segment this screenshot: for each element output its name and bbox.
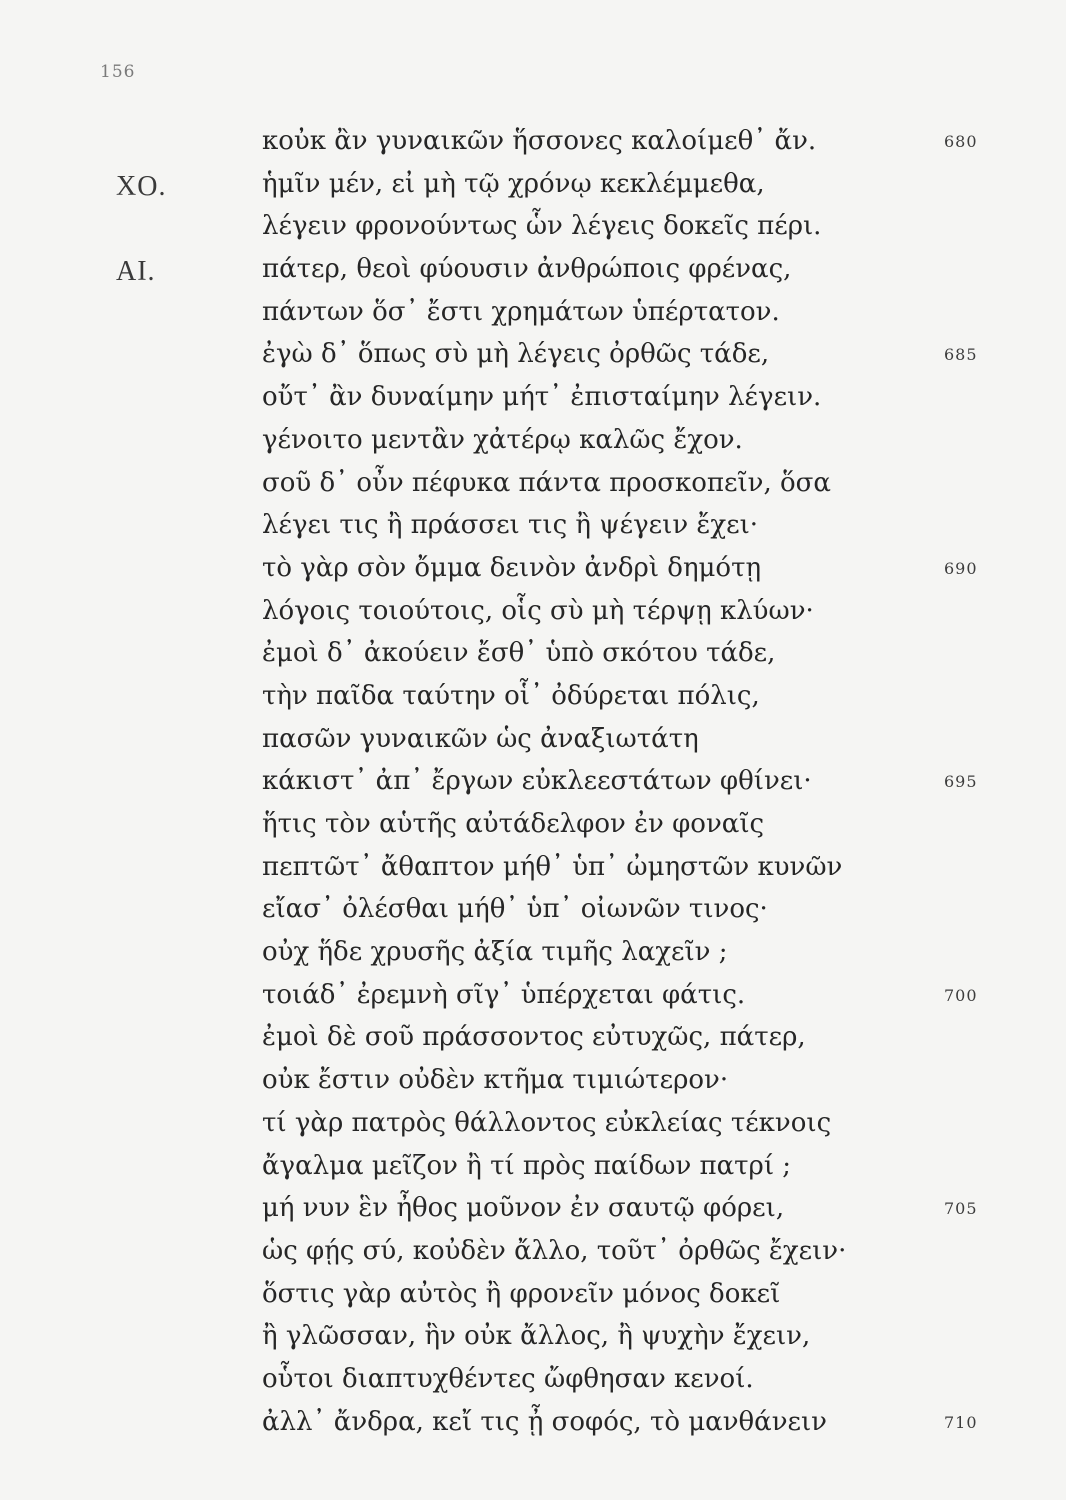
- verse-line: [0, 468, 1066, 511]
- verse-text: ἄγαλμα μεῖζον ἢ τί πρὸς παίδων πατρί ;: [262, 1150, 792, 1181]
- verse-line: [0, 553, 1066, 596]
- line-number: 700: [944, 985, 978, 1005]
- speaker-label: ΧΟ.: [116, 170, 167, 202]
- verse-line: [0, 1065, 1066, 1108]
- verse-text: σοῦ δ᾽ οὖν πέφυκα πάντα προσκοπεῖν, ὅσα: [262, 467, 831, 498]
- verse-text: οὐκ ἔστιν οὐδὲν κτῆμα τιμιώτερον·: [262, 1065, 729, 1096]
- line-number: 680: [944, 132, 978, 151]
- line-number: 710: [944, 1412, 978, 1432]
- verse-text: ὅστις γὰρ αὐτὸς ἢ φρονεῖν μόνος δοκεῖ: [262, 1278, 781, 1309]
- verse-line: [0, 596, 1066, 639]
- verse-line: [0, 1321, 1066, 1364]
- verse-line: [0, 425, 1066, 468]
- verse-line: [0, 937, 1066, 980]
- verse-line: [0, 894, 1066, 937]
- verse-text: τί γὰρ πατρὸς θάλλοντος εὐκλείας τέκνοις: [262, 1107, 832, 1138]
- verse-line: [0, 852, 1066, 895]
- verse-line: [0, 382, 1066, 425]
- verse-text: ὡς φῄς σύ, κοὐδὲν ἄλλο, τοῦτ᾽ ὀρθῶς ἔχειν·: [262, 1235, 847, 1266]
- verse-text: ἐμοὶ δ᾽ ἀκούειν ἔσθ᾽ ὑπὸ σκότου τάδε,: [262, 638, 776, 669]
- verse-line: [0, 1236, 1066, 1279]
- verse-text: τοιάδ᾽ ἐρεμνὴ σῖγ᾽ ὑπέρχεται φάτις.: [262, 979, 746, 1010]
- verse-text: λέγειν φρονούντως ὧν λέγεις δοκεῖς πέρι.: [262, 211, 822, 242]
- verse-text: τὸ γὰρ σὸν ὄμμα δεινὸν ἀνδρὶ δημότῃ: [262, 552, 762, 583]
- verse-text: τὴν παῖδα ταύτην οἷ᾽ ὀδύρεται πόλις,: [262, 680, 760, 711]
- verse-line: [0, 510, 1066, 553]
- verse-text: κάκιστ᾽ ἀπ᾽ ἔργων εὐκλεεστάτων φθίνει·: [262, 766, 812, 797]
- verse-text: κοὐκ ἂν γυναικῶν ἥσσονες καλοίμεθ᾽ ἄν.: [262, 126, 817, 156]
- verse-line: [0, 724, 1066, 767]
- verse-line: [0, 1279, 1066, 1322]
- verse-line: [0, 809, 1066, 852]
- verse-line: [0, 1151, 1066, 1194]
- verse-line: [0, 297, 1066, 340]
- verse-text: ἡμῖν μέν, εἰ μὴ τῷ χρόνῳ κεκλέμμεθα,: [262, 168, 765, 199]
- verse-text: ἐγὼ δ᾽ ὅπως σὺ μὴ λέγεις ὀρθῶς τάδε,: [262, 339, 770, 370]
- verse-text: λέγει τις ἢ πράσσει τις ἢ ψέγειν ἔχει·: [262, 510, 759, 541]
- verse-text: ἢ γλῶσσαν, ἣν οὐκ ἄλλος, ἢ ψυχὴν ἔχειν,: [262, 1321, 811, 1352]
- verse-line: [0, 211, 1066, 254]
- verse-text: πάτερ, θεοὶ φύουσιν ἀνθρώποις φρένας,: [262, 254, 792, 285]
- verse-line: [0, 1193, 1066, 1236]
- page-number: 156: [100, 62, 136, 82]
- verse-text: πάντων ὅσ᾽ ἔστι χρημάτων ὑπέρτατον.: [262, 296, 780, 327]
- verse-text: λόγοις τοιούτοις, οἷς σὺ μὴ τέρψῃ κλύων·: [262, 595, 814, 626]
- line-number: 705: [944, 1199, 978, 1219]
- speaker-label: ΑΙ.: [116, 256, 156, 288]
- verse-text: οὗτοι διαπτυχθέντες ὤφθησαν κενοί.: [262, 1363, 754, 1394]
- verse-text: γένοιτο μεντἂν χἀτέρῳ καλῶς ἔχον.: [262, 424, 743, 455]
- verse-line: [0, 1364, 1066, 1407]
- verse-line: [0, 1022, 1066, 1065]
- verse-text: οὔτ᾽ ἂν δυναίμην μήτ᾽ ἐπισταίμην λέγειν.: [262, 382, 822, 413]
- line-number: 690: [944, 558, 978, 578]
- verse-text: ἥτις τὸν αὑτῆς αὐτάδελφον ἐν φοναῖς: [262, 809, 765, 839]
- verse-line: [0, 1108, 1066, 1151]
- verse-text: εἴασ᾽ ὀλέσθαι μήθ᾽ ὑπ᾽ οἰωνῶν τινος·: [262, 894, 768, 925]
- verse-text: ἀλλ᾽ ἄνδρα, κεἴ τις ᾖ σοφός, τὸ μανθάνειν: [262, 1406, 827, 1437]
- verse-line: [0, 1407, 1066, 1450]
- verse-text: ἐμοὶ δὲ σοῦ πράσσοντος εὐτυχῶς, πάτερ,: [262, 1022, 806, 1053]
- verse-line: [0, 766, 1066, 809]
- verse-line: [0, 126, 1066, 169]
- verse-text: οὐχ ἥδε χρυσῆς ἀξία τιμῆς λαχεῖν ;: [262, 937, 728, 968]
- verse-text: πεπτῶτ᾽ ἄθαπτον μήθ᾽ ὑπ᾽ ὠμηστῶν κυνῶν: [262, 851, 843, 882]
- verse-line: [0, 638, 1066, 681]
- line-number: 695: [944, 772, 978, 792]
- verse-line: [0, 980, 1066, 1023]
- verse-text: μή νυν ἓν ἦθος μοῦνον ἐν σαυτῷ φόρει,: [262, 1193, 785, 1224]
- verse-line: [0, 254, 1066, 297]
- verse-line: [0, 681, 1066, 724]
- line-number: 685: [944, 345, 978, 365]
- verse-line: [0, 339, 1066, 382]
- verse-line: [0, 169, 1066, 212]
- verse-lines: [0, 126, 1066, 1449]
- verse-text: πασῶν γυναικῶν ὡς ἀναξιωτάτη: [262, 723, 699, 754]
